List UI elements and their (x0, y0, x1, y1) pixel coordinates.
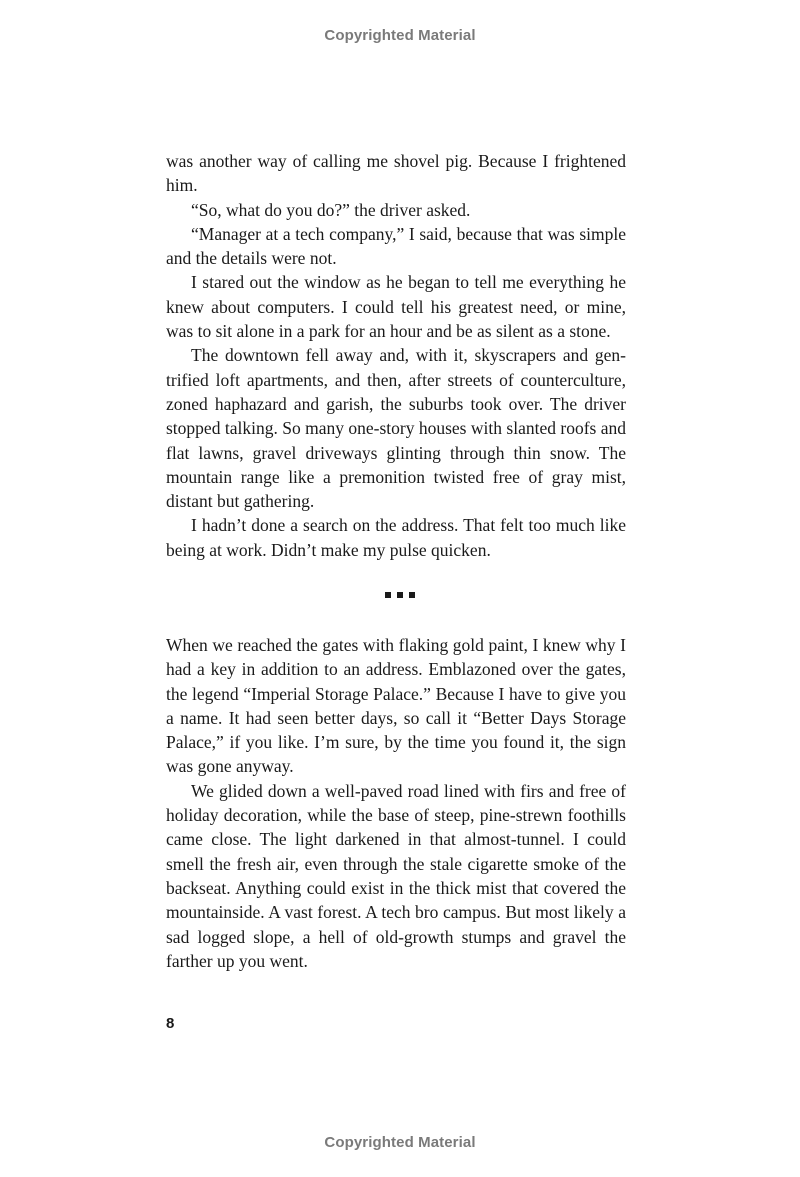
section-break-dot (397, 592, 403, 598)
paragraph: was another way of calling me shovel pig. Because I frightened him. (166, 151, 626, 196)
body-text-section-2 (166, 633, 626, 973)
paragraph: When we reached the gates with flaking gold paint, I knew why I had a key in addition to an address. Emblazoned over the gates, the legend “Imperial Storage Palace.” Because I have to give you a name. It had seen better days, so call it “Better Days Storage Palace,” if you like. I’m sure, by the time you found it, the sign was gone anyway. (166, 635, 626, 777)
paragraph: The downtown fell away and, with it, skyscrapers and gentrified loft apartments, and then, after streets of counterculture, zoned haphazard and garish, the suburbs took over. The driver stopped talking. So many one-story houses with slanted roofs and flat lawns, gravel driveways glinting through thin snow. The mountain range like a premonition twisted free of gray mist, distant but gathering. (166, 345, 626, 512)
page-number: 8 (166, 1015, 175, 1032)
paragraph: We glided down a well-paved road lined with firs and free of holiday decoration, while the base of steep, pine-strewn foothills came close. The light darkened in that almost-tunnel. I could smell the fresh air, even through the stale cigarette smoke of the backseat. Anything could exist in the thick mist that covered the mountainside. A vast forest. A tech bro campus. But most likely a sad logged slope, a hell of old-growth stumps and gravel the farther up you went. (166, 780, 626, 971)
copyright-watermark-top: Copyrighted Material (324, 27, 476, 44)
section-break-dot (409, 592, 415, 598)
section-break-dot (385, 592, 391, 598)
paragraph: “So, what do you do?” the driver asked. (191, 199, 471, 220)
section-break-ornament (0, 592, 800, 598)
paragraph: “Manager at a tech company,” I said, because that was simple and the details were not. (166, 223, 626, 269)
body-text-section-1 (166, 149, 626, 562)
copyright-watermark-bottom: Copyrighted Material (324, 1134, 476, 1151)
paragraph: I hadn’t done a search on the address. That felt too much like being at work. Didn’t make my pulse quicken. (166, 515, 626, 560)
paragraph: I stared out the window as he began to tell me everything he knew about computers. I could tell his greatest need, or mine, was to sit alone in a park for an hour and be as silent as a stone. (166, 272, 626, 342)
